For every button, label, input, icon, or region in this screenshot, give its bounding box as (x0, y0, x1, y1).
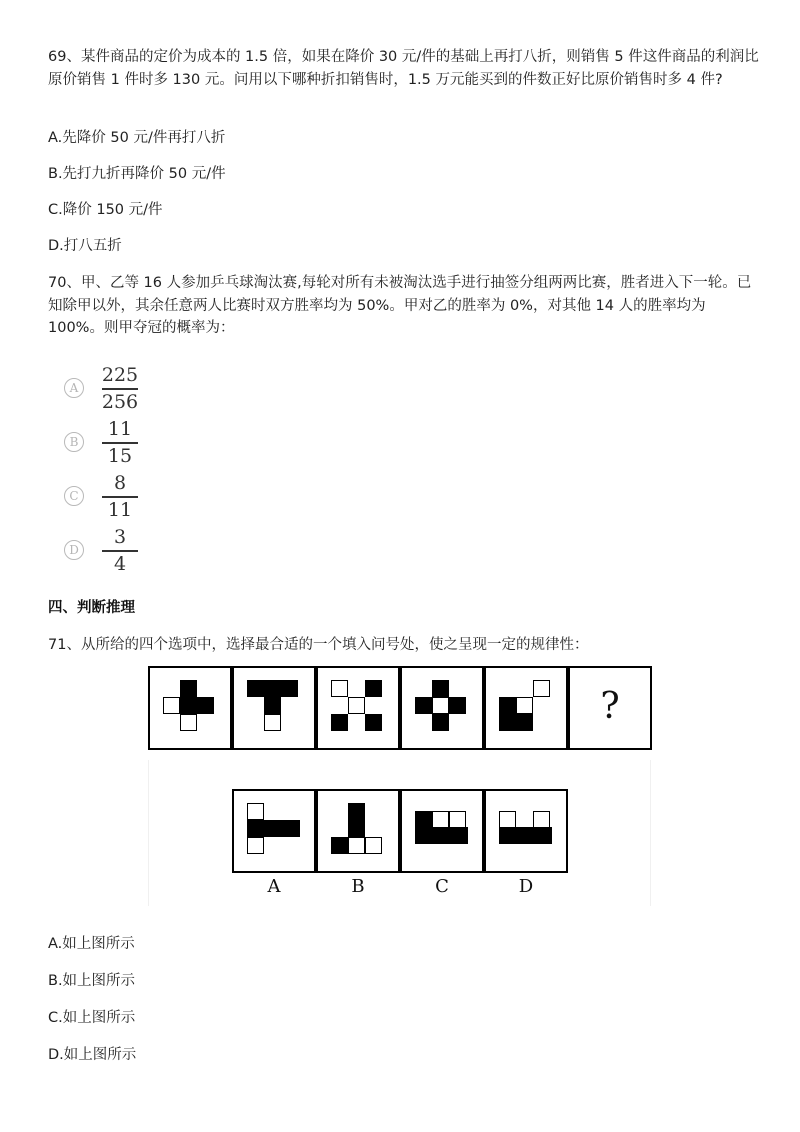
sequence-cell-5 (484, 666, 568, 750)
section-heading: 四、判断推理 (48, 600, 135, 616)
numerator: 8 (113, 472, 127, 494)
q70-option-d[interactable] (64, 526, 184, 578)
denominator: 11 (107, 498, 133, 521)
q70-option-c[interactable] (64, 472, 184, 524)
q70-option-b[interactable] (64, 418, 184, 470)
sequence-cell-3 (316, 666, 400, 750)
option-circle: C (64, 486, 84, 506)
question-mark: ? (600, 686, 620, 727)
choice-figure-c[interactable] (400, 789, 484, 873)
numerator: 11 (107, 418, 133, 440)
choice-label-d: D (518, 876, 534, 897)
sequence-cell-question (568, 666, 652, 750)
denominator: 4 (113, 552, 127, 575)
numerator: 225 (101, 364, 139, 386)
option-circle: B (64, 432, 84, 452)
fraction (100, 418, 140, 468)
option-circle: A (64, 378, 84, 398)
choice-label-b: B (351, 876, 365, 897)
denominator: 15 (107, 444, 133, 467)
q71-option-c[interactable]: C.如上图所示 (48, 1010, 136, 1026)
sequence-cell-2 (232, 666, 316, 750)
q70-stem: 70、甲、乙等 16 人参加乒乓球淘汰赛,每轮对所有未被淘汰选手进行抽签分组两两比赛，胜者进入下一轮。已知除甲以外，其余任意两人比赛时双方胜率均为 50%。甲对乙的胜率为 0%，对其他 14 人的胜率均为 100%。则甲夺冠的概率为： (48, 275, 752, 336)
fraction (100, 472, 140, 522)
q69-option-d[interactable]: D.打八五折 (48, 238, 122, 254)
numerator: 3 (113, 526, 127, 548)
q69-option-a[interactable]: A.先降价 50 元/件再打八折 (48, 130, 226, 146)
q69-option-b[interactable]: B.先打九折再降价 50 元/件 (48, 166, 226, 182)
option-circle: D (64, 540, 84, 560)
choice-figure-b[interactable] (316, 789, 400, 873)
q71-stem: 71、从所给的四个选项中，选择最合适的一个填入问号处，使之呈现一定的规律性： (48, 637, 589, 653)
q71-option-d[interactable]: D.如上图所示 (48, 1047, 137, 1063)
q69-option-c[interactable]: C.降价 150 元/件 (48, 202, 163, 218)
sequence-cell-4 (400, 666, 484, 750)
q69-stem: 69、某件商品的定价为成本的 1.5 倍，如果在降价 30 元/件的基础上再打八折，则销售 5 件这件商品的利润比原价销售 1 件时多 130 元。问用以下哪种折扣销售时，1.5 万元能买到的件数正好比原价销售时多 4 件? (48, 49, 759, 88)
pattern-figure (148, 666, 651, 906)
fraction (100, 364, 140, 414)
q70-option-a[interactable] (64, 364, 184, 416)
sequence-cell-1 (148, 666, 232, 750)
denominator: 256 (101, 390, 139, 413)
fraction (100, 526, 140, 576)
choice-label-c: C (435, 876, 449, 897)
q71-option-b[interactable]: B.如上图所示 (48, 973, 136, 989)
choice-figure-a[interactable] (232, 789, 316, 873)
q71-option-a[interactable]: A.如上图所示 (48, 936, 135, 952)
choice-figure-d[interactable] (484, 789, 568, 873)
choice-label-a: A (267, 876, 281, 897)
